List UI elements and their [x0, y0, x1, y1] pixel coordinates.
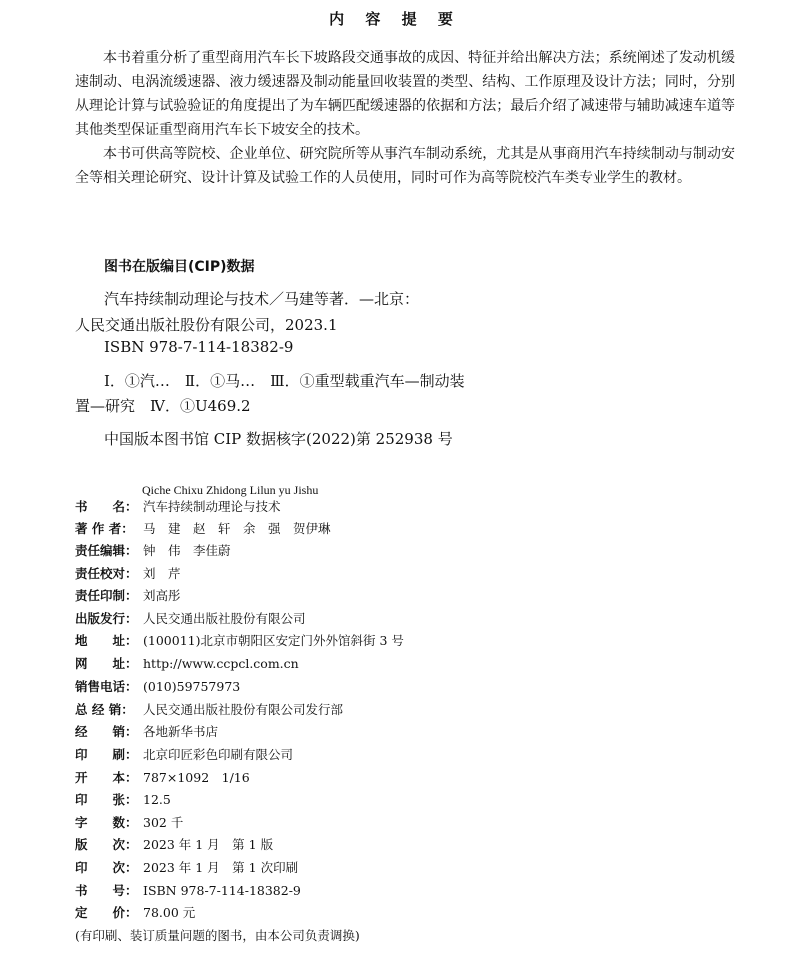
colophon-value: 人民交通出版社股份有限公司 — [143, 611, 306, 626]
colophon-label: 字 数： — [75, 815, 138, 830]
website-link[interactable]: http://www.ccpcl.com.cn — [143, 656, 299, 671]
colophon-row — [75, 563, 181, 585]
colophon-row — [75, 518, 331, 540]
colophon-row — [75, 880, 301, 902]
colophon-value: (100011)北京市朝阳区安定门外外馆斜街 3 号 — [143, 633, 404, 648]
colophon-value: 刘 芹 — [143, 566, 181, 581]
colophon-value: 2023 年 1 月 第 1 次印刷 — [143, 860, 299, 875]
colophon-value: 人民交通出版社股份有限公司发行部 — [143, 702, 344, 717]
colophon-row — [75, 676, 240, 698]
cip-line: Ⅰ．①汽… Ⅱ．①马… Ⅲ．①重型载重汽车—制动装 — [104, 372, 465, 390]
colophon-value: 马 建 赵 轩 余 强 贺伊琳 — [143, 521, 331, 536]
colophon-value: 北京印匠彩色印刷有限公司 — [143, 747, 294, 762]
colophon-label: 责任校对： — [75, 566, 138, 581]
colophon-label: 网 址： — [75, 656, 138, 671]
cip-line: ISBN 978-7-114-18382-9 — [104, 338, 294, 356]
colophon-value: 刘高彤 — [143, 588, 181, 603]
colophon-value: 汽车持续制动理论与技术 — [143, 499, 281, 514]
pinyin-title: Qiche Chixu Zhidong Lilun yu Jishu — [142, 483, 319, 497]
cip-heading: 图书在版编目(CIP)数据 — [104, 259, 255, 275]
colophon-row — [75, 767, 250, 789]
page-title: 内 容 提 要 — [329, 10, 461, 28]
colophon-value: 钟 伟 李佳蔚 — [143, 543, 231, 558]
colophon-label: 经 销： — [75, 724, 138, 739]
colophon-row — [75, 721, 218, 743]
colophon-value: 78.00 元 — [143, 905, 196, 920]
colophon-label: 开 本： — [75, 770, 138, 785]
colophon-label: 书 号： — [75, 883, 138, 898]
colophon-value: 302 千 — [143, 815, 184, 830]
colophon-value: ISBN 978-7-114-18382-9 — [143, 883, 301, 898]
colophon-label: 责任印制： — [75, 588, 138, 603]
abstract — [75, 46, 735, 190]
colophon-label: 责任编辑： — [75, 543, 138, 558]
colophon-row — [75, 699, 343, 721]
colophon-label: 总 经 销： — [75, 702, 134, 717]
colophon-value: 787×1092 1/16 — [143, 770, 250, 785]
colophon-value: 12.5 — [143, 792, 171, 807]
cip-line: 置—研究 Ⅳ．①U469.2 — [75, 397, 251, 415]
colophon-label: 印 张： — [75, 792, 138, 807]
colophon-row — [75, 540, 231, 562]
colophon-value: 2023 年 1 月 第 1 版 — [143, 837, 274, 852]
colophon-label: 地 址： — [75, 633, 138, 648]
quality-note: (有印刷、装订质量问题的图书，由本公司负责调换) — [75, 928, 360, 943]
abstract-paragraph: 本书可供高等院校、企业单位、研究院所等从事汽车制动系统，尤其是从事商用汽车持续制动与制动安全等相关理论研究、设计计算及试验工作的人员使用，同时可作为高等院校汽车类专业学生的教材。 — [75, 146, 735, 186]
colophon-label: 定 价： — [75, 905, 138, 920]
colophon-label: 版 次： — [75, 837, 138, 852]
colophon-row — [75, 496, 281, 518]
colophon-row — [75, 812, 183, 834]
colophon-row — [75, 857, 298, 879]
colophon-row — [75, 585, 181, 607]
colophon-label: 印 刷： — [75, 747, 138, 762]
colophon-label: 书 名： — [75, 499, 138, 514]
colophon-label: 印 次： — [75, 860, 138, 875]
cip-line: 人民交通出版社股份有限公司，2023.1 — [75, 316, 338, 334]
colophon-row — [75, 789, 171, 811]
colophon-row — [75, 653, 299, 675]
colophon-row — [75, 744, 293, 766]
abstract-paragraph: 本书着重分析了重型商用汽车长下坡路段交通事故的成因、特征并给出解决方法；系统阐述了发动机缓速制动、电涡流缓速器、液力缓速器及制动能量回收装置的类型、结构、工作原理及设计方法；同时，分别从理论计算与试验验证的角度提出了为车辆匹配缓速器的依据和方法；最后介绍了减速带与辅助减速车道等其他类型保证重型商用汽车长下坡安全的技术。 — [75, 50, 735, 138]
colophon-row — [75, 902, 195, 924]
colophon-label: 出版发行： — [75, 611, 138, 626]
colophon-value: (010)59757973 — [143, 679, 241, 694]
cip-line: 汽车持续制动理论与技术／马建等著．—北京： — [104, 290, 420, 308]
cip-line: 中国版本图书馆 CIP 数据核字(2022)第 252938 号 — [104, 430, 453, 448]
colophon-row — [75, 608, 306, 630]
colophon-value: 各地新华书店 — [143, 724, 219, 739]
colophon-label: 著 作 者： — [75, 521, 134, 536]
colophon-label: 销售电话： — [75, 679, 138, 694]
colophon-row — [75, 630, 404, 652]
colophon-row — [75, 834, 273, 856]
